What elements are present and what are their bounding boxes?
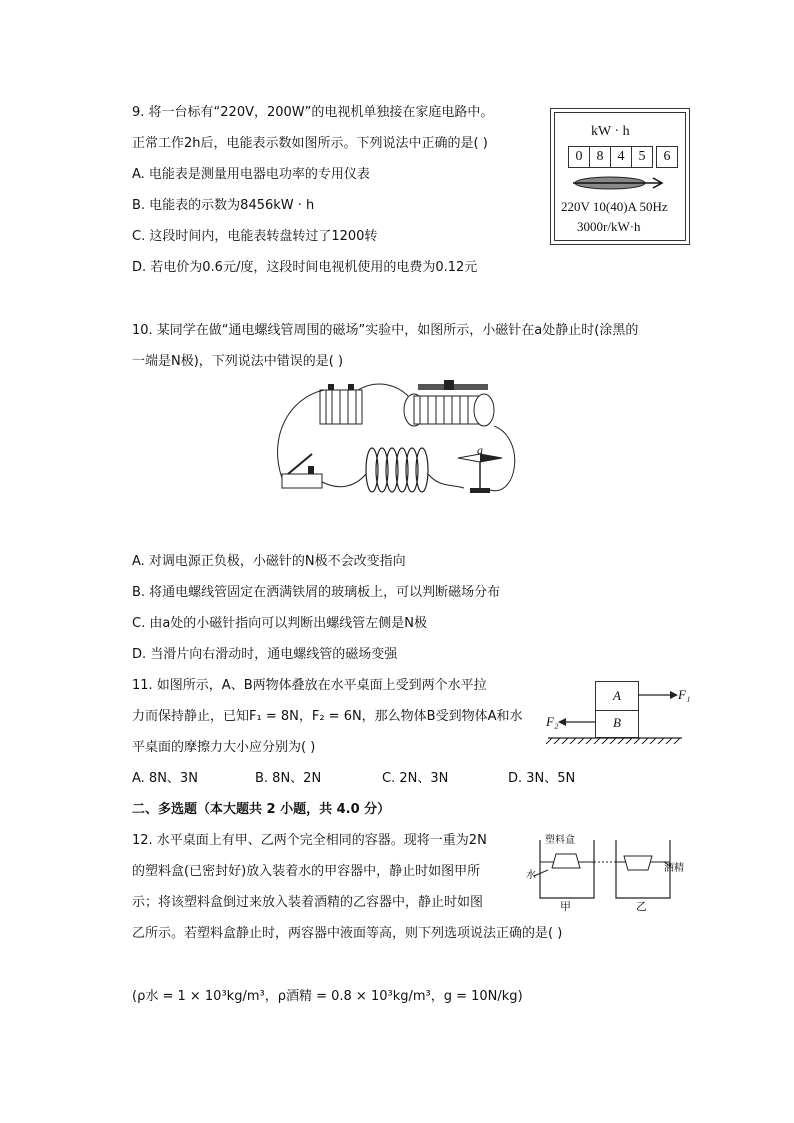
q12-line3: 示；将该塑料盒倒过来放入装着酒精的乙容器中，静止时如图 xyxy=(132,895,484,910)
q12-line4: 乙所示。若塑料盒静止时，两容器中液面等高，则下列选项说法正确的是( ) xyxy=(132,926,563,941)
force-f2-label: F₂ xyxy=(546,714,559,729)
solenoid-circuit-figure xyxy=(268,378,528,518)
q10-option-a: A. 对调电源正负极，小磁针的N极不会改变指向 xyxy=(132,554,406,569)
meter-rate: 3000r/kW·h xyxy=(577,219,641,234)
q11-option-b: B. 8N、2N xyxy=(255,771,322,786)
meter-unit: kW · h xyxy=(591,124,630,139)
q11-line1: 11. 如图所示，A、B两物体叠放在水平桌面上受到两个水平拉 xyxy=(132,678,487,693)
q9-option-d: D. 若电价为0.6元/度，这段时间电视机使用的电费为0.12元 xyxy=(132,260,478,275)
block-b: B xyxy=(595,709,639,738)
q11-option-a: A. 8N、3N xyxy=(132,771,198,786)
meter-digit: 4 xyxy=(610,146,632,168)
q9-option-b: B. 电能表的示数为8456kW · h xyxy=(132,198,315,213)
plastic-box-label: 塑料盒 xyxy=(545,835,575,846)
q11-option-d: D. 3N、5N xyxy=(508,771,576,786)
electric-meter-figure xyxy=(550,108,690,245)
force-f1-label: F₁ xyxy=(678,687,691,702)
section-title: 二、多选题（本大题共 2 小题，共 4.0 分） xyxy=(132,802,391,817)
meter-digit: 5 xyxy=(631,146,653,168)
q11-line2: 力而保持静止，已知F₁ = 8N，F₂ = 6N，那么物体B受到物体A和水 xyxy=(132,709,523,724)
forces-figure xyxy=(540,676,690,746)
q10-option-d: D. 当滑片向右滑动时，通电螺线管的磁场变强 xyxy=(132,647,398,662)
q11-option-c: C. 2N、3N xyxy=(382,771,449,786)
block-a: A xyxy=(595,681,639,711)
q10-option-c: C. 由a处的小磁针指向可以判断出螺线管左侧是N极 xyxy=(132,616,428,631)
alcohol-label: 酒精 xyxy=(664,863,684,874)
meter-digit-decimal: 6 xyxy=(656,146,678,168)
meter-digit: 0 xyxy=(568,146,590,168)
meter-disc-icon xyxy=(555,173,685,193)
q10-option-b: B. 将通电螺线管固定在洒满铁屑的玻璃板上，可以判断磁场分布 xyxy=(132,585,501,600)
q11-line3: 平桌面的摩擦力大小应分别为( ) xyxy=(132,740,316,755)
container-jia-label: 甲 xyxy=(560,900,571,913)
q12-line2: 的塑料盒(已密封好)放入装着水的甲容器中，静止时如图甲所 xyxy=(132,864,481,879)
q10-line1: 10. 某同学在做“通电螺线管周围的磁场”实验中，如图所示，小磁针在a处静止时(涂黑的 xyxy=(132,323,639,338)
meter-spec: 220V 10(40)A 50Hz xyxy=(561,199,668,214)
water-label: 水 xyxy=(526,870,536,881)
meter-digits xyxy=(568,146,677,168)
q10-line2: 一端是N极)，下列说法中错误的是( ) xyxy=(132,354,344,369)
meter-digit: 8 xyxy=(589,146,611,168)
q9-line1: 9. 将一台标有“220V，200W”的电视机单独接在家庭电路中。 xyxy=(132,105,494,120)
q12-line1: 12. 水平桌面上有甲、乙两个完全相同的容器。现将一重为2N xyxy=(132,833,487,848)
container-yi-label: 乙 xyxy=(636,900,647,913)
q9-option-a: A. 电能表是测量用电器电功率的专用仪表 xyxy=(132,167,370,182)
q9-line2: 正常工作2h后，电能表示数如图所示。下列说法中正确的是( ) xyxy=(132,136,488,151)
q12-formula: (ρ水 = 1 × 10³kg/m³，ρ酒精 = 0.8 × 10³kg/m³，g = 10N/kg) xyxy=(132,989,523,1004)
compass-label-a: a xyxy=(477,443,483,457)
q9-option-c: C. 这段时间内，电能表转盘转过了1200转 xyxy=(132,229,378,244)
